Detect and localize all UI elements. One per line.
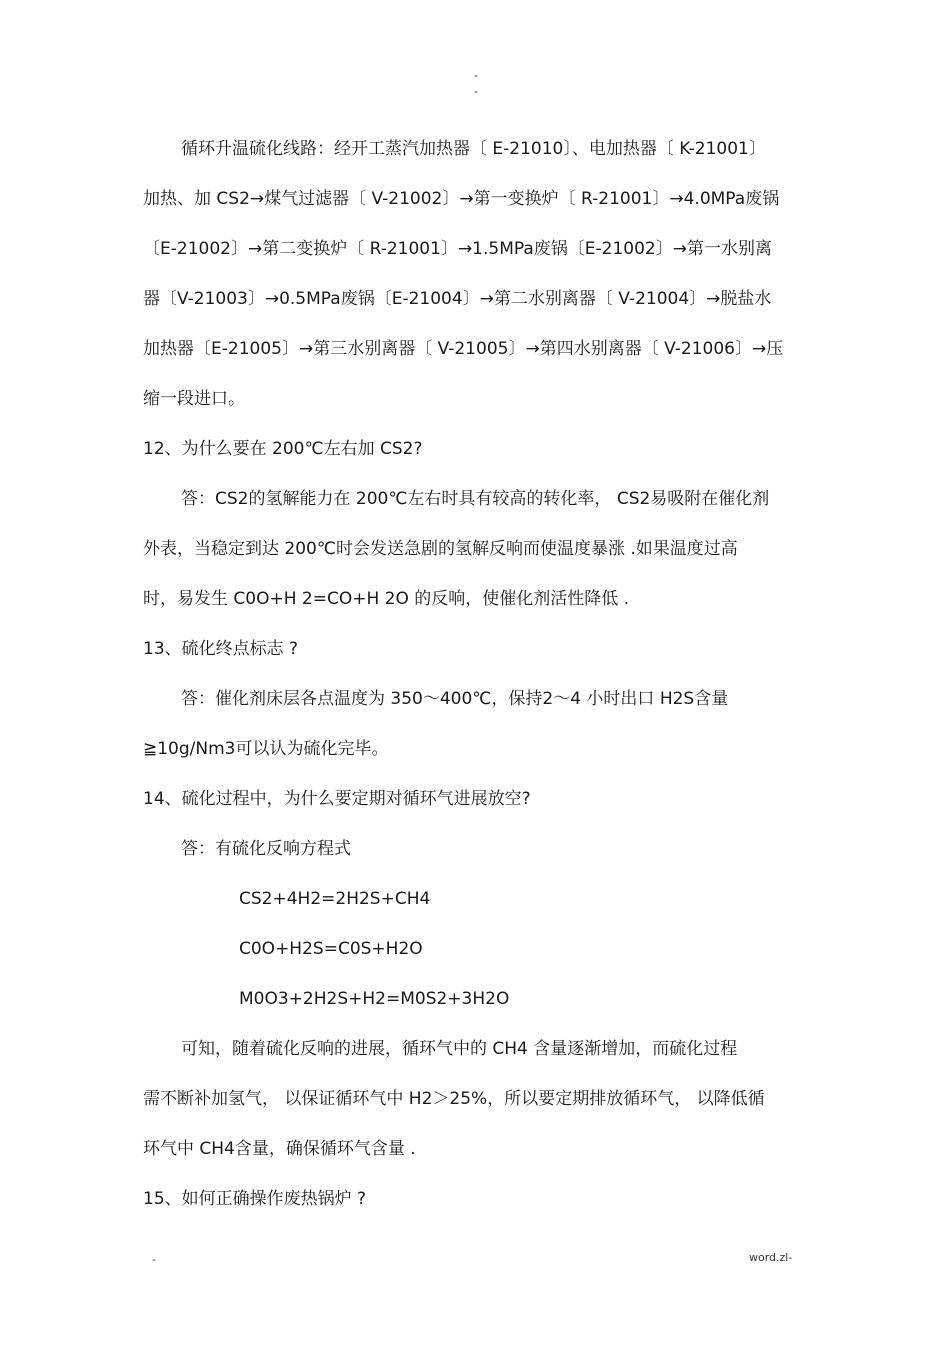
equation-line: M0O3+2H2S+H2=M0S2+3H2O xyxy=(239,989,510,1009)
footer-source-label: word.zl- xyxy=(749,1251,793,1264)
equation-line: C0O+H2S=C0S+H2O xyxy=(239,939,423,959)
text-line: 器〔V-21003〕→0.5MPa废锅〔E-21004〕→第二水别离器〔 V-21004〕→脱盐水 xyxy=(143,289,772,309)
text-line: 可知，随着硫化反响的进展，循环气中的 CH4 含量逐渐增加，而硫化过程 xyxy=(181,1039,738,1059)
text-line: 需不断补加氢气， 以保证循环气中 H2＞25%，所以要定期排放循环气， 以降低循 xyxy=(143,1089,765,1109)
text-line: 加热、加 CS2→煤气过滤器〔 V-21002〕→第一变换炉〔 R-21001〕→4.0MPa废锅 xyxy=(143,189,780,209)
text-line: 外表，当稳定到达 200℃时会发送急剧的氢解反响而使温度暴涨 .如果温度过高 xyxy=(143,539,738,559)
text-line: 〔E-21002〕→第二变换炉〔 R-21001〕→1.5MPa废锅〔E-21002〕→第一水别离 xyxy=(143,239,772,259)
equation-line: CS2+4H2=2H2S+CH4 xyxy=(239,889,431,909)
text-line: 答：催化剂床层各点温度为 350～400℃，保持2～4 小时出口 H2S含量 xyxy=(181,689,729,709)
text-line: 12、为什么要在 200℃左右加 CS2? xyxy=(143,439,423,459)
text-line: 答：CS2的氢解能力在 200℃左右时具有较高的转化率， CS2易吸附在催化剂 xyxy=(181,489,770,509)
header-mark-bottom: - xyxy=(474,85,478,98)
text-line: ≧10g/Nm3可以认为硫化完毕。 xyxy=(143,739,389,759)
header-mark-top: - xyxy=(474,69,478,82)
text-line: 循环升温硫化线路：经开工蒸汽加热器〔 E-21010〕、电加热器〔 K-21001〕 xyxy=(181,139,766,159)
text-line: 14、硫化过程中，为什么要定期对循环气进展放空? xyxy=(143,789,531,809)
text-line: 缩一段进口。 xyxy=(143,389,245,409)
document-body xyxy=(143,124,813,1224)
text-line: 答：有硫化反响方程式 xyxy=(181,839,351,859)
footer-left-mark: - xyxy=(152,1253,156,1266)
text-line: 15、如何正确操作废热锅炉 ? xyxy=(143,1189,367,1209)
text-line: 环气中 CH4含量，确保循环气含量 . xyxy=(143,1139,416,1159)
text-line: 13、硫化终点标志 ? xyxy=(143,639,299,659)
text-line: 时，易发生 C0O+H 2=CO+H 2O 的反响，使催化剂活性降低 . xyxy=(143,589,630,609)
text-line: 加热器〔E-21005〕→第三水别离器〔 V-21005〕→第四水别离器〔 V-21006〕→压 xyxy=(143,339,784,359)
